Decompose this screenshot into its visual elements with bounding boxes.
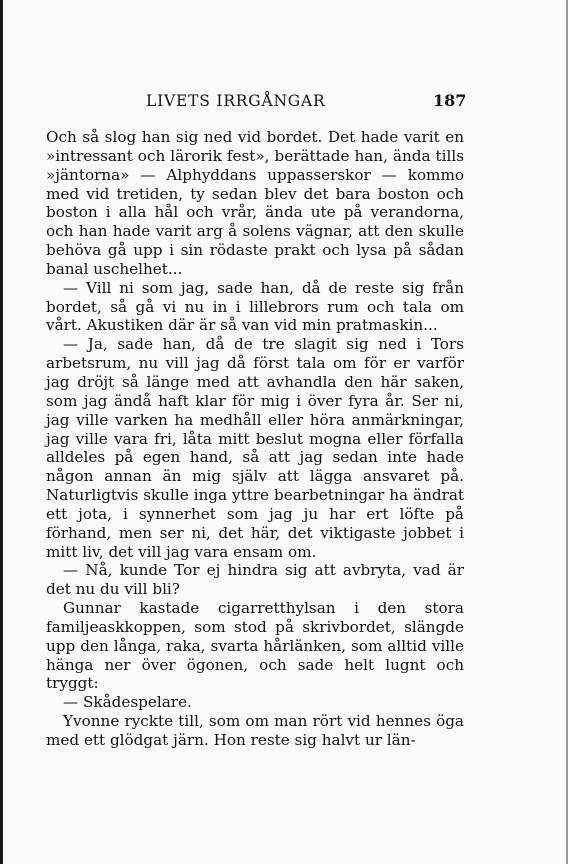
paragraph: — Vill ni som jag, sade han, då de reste sig från bordet, så gå vi nu in i lillebrors rum och tala om vårt. Akustiken där är så van vid min pratmaskin... [46,278,464,335]
paragraph: Och så slog han sig ned vid bordet. Det hade varit en »intressant och lärorik fest», berättade han, ända tills »jäntorna» — Alphyddans uppasserskor — kommo med vid tretiden, ty sedan blev det bara boston och boston i alla hål och vrår, ända ute på verandorna, och han hade varit arg å solens vägnar, att den skulle behöva gå upp i sin rödaste prakt och lysa på sådan banal uschelhet... [46,128,464,278]
page-number: 187 [433,91,467,110]
body-text [46,128,464,750]
paragraph: — Ja, sade han, då de tre slagit sig ned i Tors arbetsrum, nu vill jag då först tala om för er varför jag dröjt så länge med att avhandla den här saken, som jag ändå haft klar för mig i över fyra år. Ser ni, jag ville varken ha medhåll eller höra anmärkningar, jag ville vara fri, låta mitt beslut mogna eller förfalla alldeles på egen hand, så att jag sedan inte hade någon annan än mig själv att lägga ansvaret på. Naturligtvis skulle inga yttre bearbetningar ha ändrat ett jota, i synnerhet som jag ju har ert löfte på förhand, men ser ni, det här, det viktigaste jobbet i mitt liv, det vill jag vara ensam om. [46,335,464,561]
page-header [0,92,568,114]
paragraph: — Nå, kunde Tor ej hindra sig att avbryta, vad är det nu du vill bli? [46,561,464,599]
page-edge-left [0,0,3,864]
paragraph: Gunnar kastade cigarretthylsan i den stora familjeaskkoppen, som stod på skrivbordet, slängde upp den långa, raka, svarta hårlänken, som alltid ville hänga ner över ögonen, och sade helt lugnt och tryggt: [46,599,464,693]
running-head: LIVETS IRRGÅNGAR [146,92,326,110]
paragraph: Yvonne ryckte till, som om man rört vid hennes öga med ett glödgat järn. Hon reste sig halvt ur län- [46,712,464,749]
paragraph: — Skådespelare. [63,693,192,712]
